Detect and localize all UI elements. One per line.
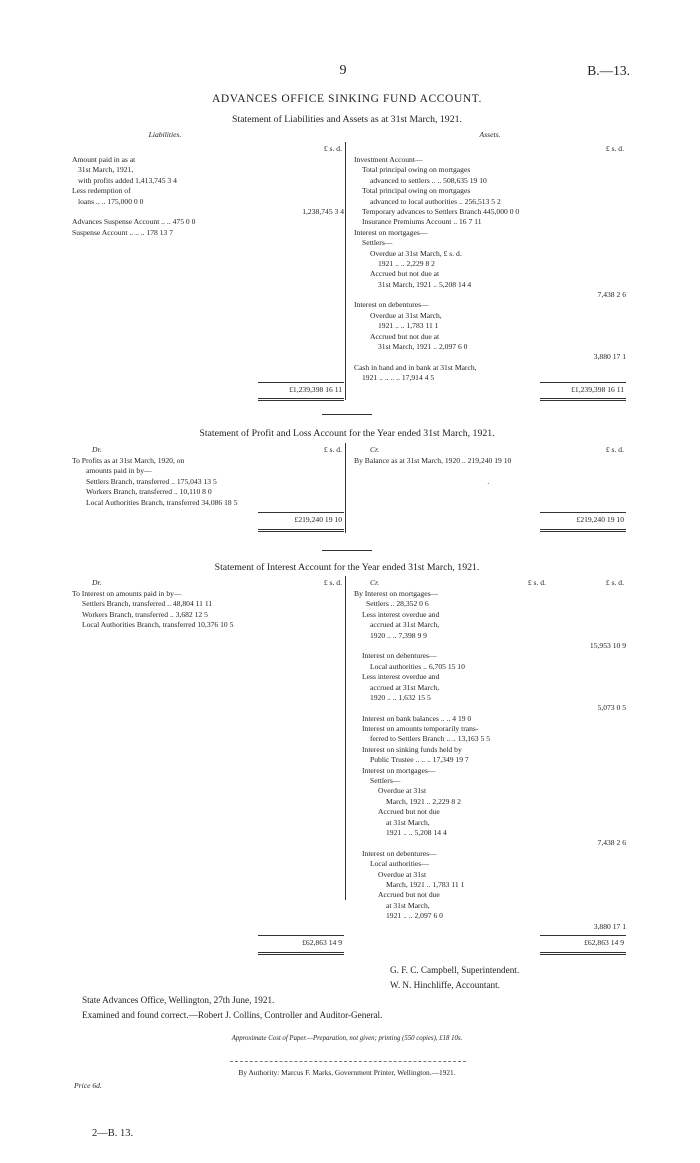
interest-cr-line: 1920 .. .. 1,632 15 5 (370, 692, 431, 702)
footer-rule (230, 1061, 466, 1062)
interest-dr: Dr. (92, 578, 102, 587)
interest-cr-line: 7,438 2 6 (597, 838, 626, 848)
asset-line: Total principal owing on mortgages (362, 165, 471, 175)
interest-dr-line: Local Authorities Branch, transferred 10,376 10 5 (82, 620, 234, 630)
page-title: ADVANCES OFFICE SINKING FUND ACCOUNT. (211, 93, 483, 105)
liability-line: with profits added 1,413,745 3 4 (78, 175, 177, 185)
interest-cr-line: March, 1921 .. 1,783 11 1 (386, 879, 465, 889)
asset-line: Overdue at 31st March, (370, 310, 442, 320)
liability-line: loans .. .. 175,000 0 0 (78, 196, 144, 206)
interest-cr-line: Interest on mortgages— (362, 765, 436, 775)
assets-total-rule (540, 382, 626, 383)
assets-currency-head: £ s. d. (605, 144, 624, 153)
profit-loss-cr-currency: £ s. d. (605, 445, 624, 454)
interest-cr-line: 1921 .. .. 5,208 14 4 (386, 827, 447, 837)
asset-line: Interest on debentures— (354, 300, 429, 310)
profit-loss-dr-line: Workers Branch, transferred .. 10,110 8 0 (86, 487, 212, 497)
asset-line: 31st March, 1921 .. 5,208 14 4 (378, 279, 472, 289)
assets-double-rule (540, 398, 626, 401)
authority-line: By Authority: Marcus F. Marks, Government Printer, Wellington.—1921. (238, 1068, 456, 1077)
asset-line: 3,880 17 1 (593, 352, 626, 362)
interest-divider (345, 576, 346, 900)
interest-cr-line: 5,073 0 5 (597, 703, 626, 713)
interest-dr-column (72, 589, 344, 631)
interest-cr-line: 3,880 17 1 (593, 921, 626, 931)
interest-cr-line: Interest on bank balances .. .. 4 19 0 (362, 713, 472, 723)
liabilities-column (72, 155, 344, 238)
profit-loss-cr-total-rule (540, 512, 626, 513)
section-separator (322, 414, 372, 415)
interest-cr-total-rule (540, 935, 626, 936)
audit-line: Examined and found correct.—Robert J. Collins, Controller and Auditor-General. (82, 1010, 383, 1020)
asset-line: Investment Account— (354, 155, 423, 164)
liability-line: Suspense Account .. .. .. 178 13 7 (72, 227, 174, 237)
interest-cr-line: Less interest overdue and (362, 609, 440, 619)
asset-line: Insurance Premiums Account .. 16 7 11 (362, 217, 482, 227)
assets-column (354, 155, 626, 384)
interest-cr-column (354, 589, 626, 932)
asset-line: 7,438 2 6 (597, 290, 626, 300)
interest-cr-line: Local authorities .. 6,705 15 10 (370, 661, 465, 671)
interest-dr-total: £62,863 14 9 (302, 938, 342, 947)
profit-loss-heading: Statement of Profit and Loss Account for the Year ended 31st March, 1921. (199, 428, 495, 439)
profit-loss-dr-line: To Profits as at 31st March, 1920, on (72, 456, 185, 465)
liability-line: Amount paid in as at (72, 155, 136, 164)
interest-cr-line: Interest on debentures— (362, 651, 437, 661)
liability-line: 31st March, 1921, (78, 165, 134, 175)
interest-cr-line: Overdue at 31st (378, 869, 427, 879)
interest-cr-double-rule (540, 952, 626, 955)
interest-cr-line: 1920 .. .. 7,398 9 9 (370, 630, 427, 640)
profit-loss-cr-total: £219,240 19 10 (576, 515, 624, 524)
profit-loss-dr-total-rule (258, 512, 344, 513)
interest-cr-line: at 31st March, (386, 900, 430, 910)
interest-cr-line: Accrued but not due (378, 807, 440, 817)
profit-loss-cr-line: By Balance as at 31st March, 1920 .. 219,240 19 10 (354, 456, 512, 465)
interest-cr-line: Settlers— (370, 776, 401, 786)
document-reference: B.—13. (587, 63, 630, 78)
interest-cr-line: Less interest overdue and (362, 672, 440, 682)
liabilities-label: Liabilities. (148, 130, 182, 139)
interest-dr-currency: £ s. d. (323, 578, 342, 587)
asset-line: Interest on mortgages— (354, 227, 428, 237)
profit-loss-dr-line: amounts paid in by— (86, 466, 152, 476)
interest-cr-currency-2: £ s. d. (605, 578, 624, 587)
interest-heading: Statement of Interest Account for the Year ended 31st March, 1921. (214, 562, 480, 573)
interest-cr-line: at 31st March, (386, 817, 430, 827)
asset-line: Temporary advances to Settlers Branch 445,000 0 0 (362, 206, 520, 216)
signature-superintendent: G. F. C. Campbell, Superintendent. (390, 965, 520, 975)
liabilities-currency-head: £ s. d. (323, 144, 342, 153)
interest-cr-line: Accrued but not due (378, 890, 440, 900)
asset-line: 1921 .. .. 1,783 11 1 (378, 321, 439, 331)
assets-total: £1,239,398 16 11 (571, 385, 624, 394)
interest-cr-line: Settlers .. 28,352 0 6 (366, 599, 429, 609)
balance-sheet-divider (345, 142, 346, 400)
balance-sheet-heading: Statement of Liabilities and Assets as at 31st March, 1921. (232, 114, 462, 125)
asset-line: advanced to local authorities .. 256,513 5 2 (370, 196, 501, 206)
profit-loss-divider (345, 443, 346, 533)
profit-loss-dr: Dr. (92, 445, 102, 454)
interest-cr: Cr. (370, 578, 380, 587)
asset-line: Total principal owing on mortgages (362, 186, 471, 196)
liabilities-double-rule (258, 398, 344, 401)
place-date: State Advances Office, Wellington, 27th June, 1921. (82, 995, 275, 1005)
profit-loss-dr-line: Settlers Branch, transferred .. 175,043 13 5 (86, 476, 217, 486)
assets-label: Assets. (479, 130, 501, 139)
interest-dr-line: Settlers Branch, transferred .. 48,804 11 11 (82, 599, 213, 609)
asset-line: Cash in hand and in bank at 31st March, (354, 362, 477, 372)
interest-cr-line: accrued at 31st March, (370, 620, 440, 630)
interest-cr-line: March, 1921 .. 2,229 8 2 (386, 796, 461, 806)
interest-cr-line: Local authorities— (370, 859, 429, 869)
profit-loss-dr-double-rule (258, 529, 344, 532)
liabilities-total: £1,239,398 16 11 (289, 385, 342, 394)
interest-cr-line: ferred to Settlers Branch .. .. 13,163 5 5 (370, 734, 490, 744)
profit-loss-cr-double-rule (540, 529, 626, 532)
asset-line: Overdue at 31st March, £ s. d. (370, 248, 462, 258)
asset-line: 1921 .. .. .. .. 17,914 4 5 (362, 373, 435, 383)
asset-line: 1921 .. .. 2,229 8 2 (378, 258, 435, 268)
interest-cr-line: Interest on amounts temporarily trans- (362, 724, 479, 734)
cost-note: Approximate Cost of Paper.—Preparation, not given; printing (550 copies), £18 10s. (231, 1035, 463, 1042)
asset-line: advanced to settlers .. .. 508,635 19 10 (370, 175, 487, 185)
interest-dr-double-rule (258, 952, 344, 955)
interest-cr-currency-1: £ s. d. (527, 578, 546, 587)
interest-dr-line: Workers Branch, transferred .. 3,682 12 5 (82, 609, 208, 619)
interest-cr-line: 1921 .. .. 2,097 6 0 (386, 911, 443, 921)
signature-accountant: W. N. Hinchliffe, Accountant. (390, 980, 500, 990)
liabilities-total-rule (258, 382, 344, 383)
asset-line: Accrued but not due at (370, 269, 440, 279)
asset-line: Accrued but not due at (370, 331, 440, 341)
interest-cr-line: By Interest on mortgages— (354, 589, 439, 598)
interest-dr-total-rule (258, 935, 344, 936)
interest-cr-line: accrued at 31st March, (370, 682, 440, 692)
footer-reference: 2—B. 13. (92, 1128, 134, 1139)
section-separator (322, 550, 372, 551)
interest-cr-line: Public Trustee .. .. .. 17,349 19 7 (370, 755, 469, 765)
dot-mark: · (487, 479, 490, 488)
interest-cr-total: £62,863 14 9 (584, 938, 624, 947)
price: Price 6d. (74, 1081, 102, 1090)
asset-line: 31st March, 1921 .. 2,097 6 0 (378, 342, 468, 352)
profit-loss-dr-line: Local Authorities Branch, transferred 34,086 18 5 (86, 497, 238, 507)
asset-line: Settlers— (362, 238, 393, 248)
liability-line: 1,238,745 3 4 (302, 206, 344, 216)
profit-loss-dr-currency: £ s. d. (323, 445, 342, 454)
interest-dr-line: To Interest on amounts paid in by— (72, 589, 182, 598)
interest-cr-line: Overdue at 31st (378, 786, 427, 796)
profit-loss-dr-column (72, 456, 344, 508)
profit-loss-cr: Cr. (370, 445, 380, 454)
interest-cr-line: Interest on sinking funds held by (362, 744, 462, 754)
profit-loss-dr-total: £219,240 19 10 (294, 515, 342, 524)
liability-line: Less redemption of (72, 186, 131, 196)
interest-cr-line: 15,953 10 9 (589, 640, 626, 650)
interest-cr-line: Interest on debentures— (362, 848, 437, 858)
liability-line: Advances Suspense Account .. .. 475 0 0 (72, 217, 196, 227)
page-number: 9 (339, 63, 347, 78)
